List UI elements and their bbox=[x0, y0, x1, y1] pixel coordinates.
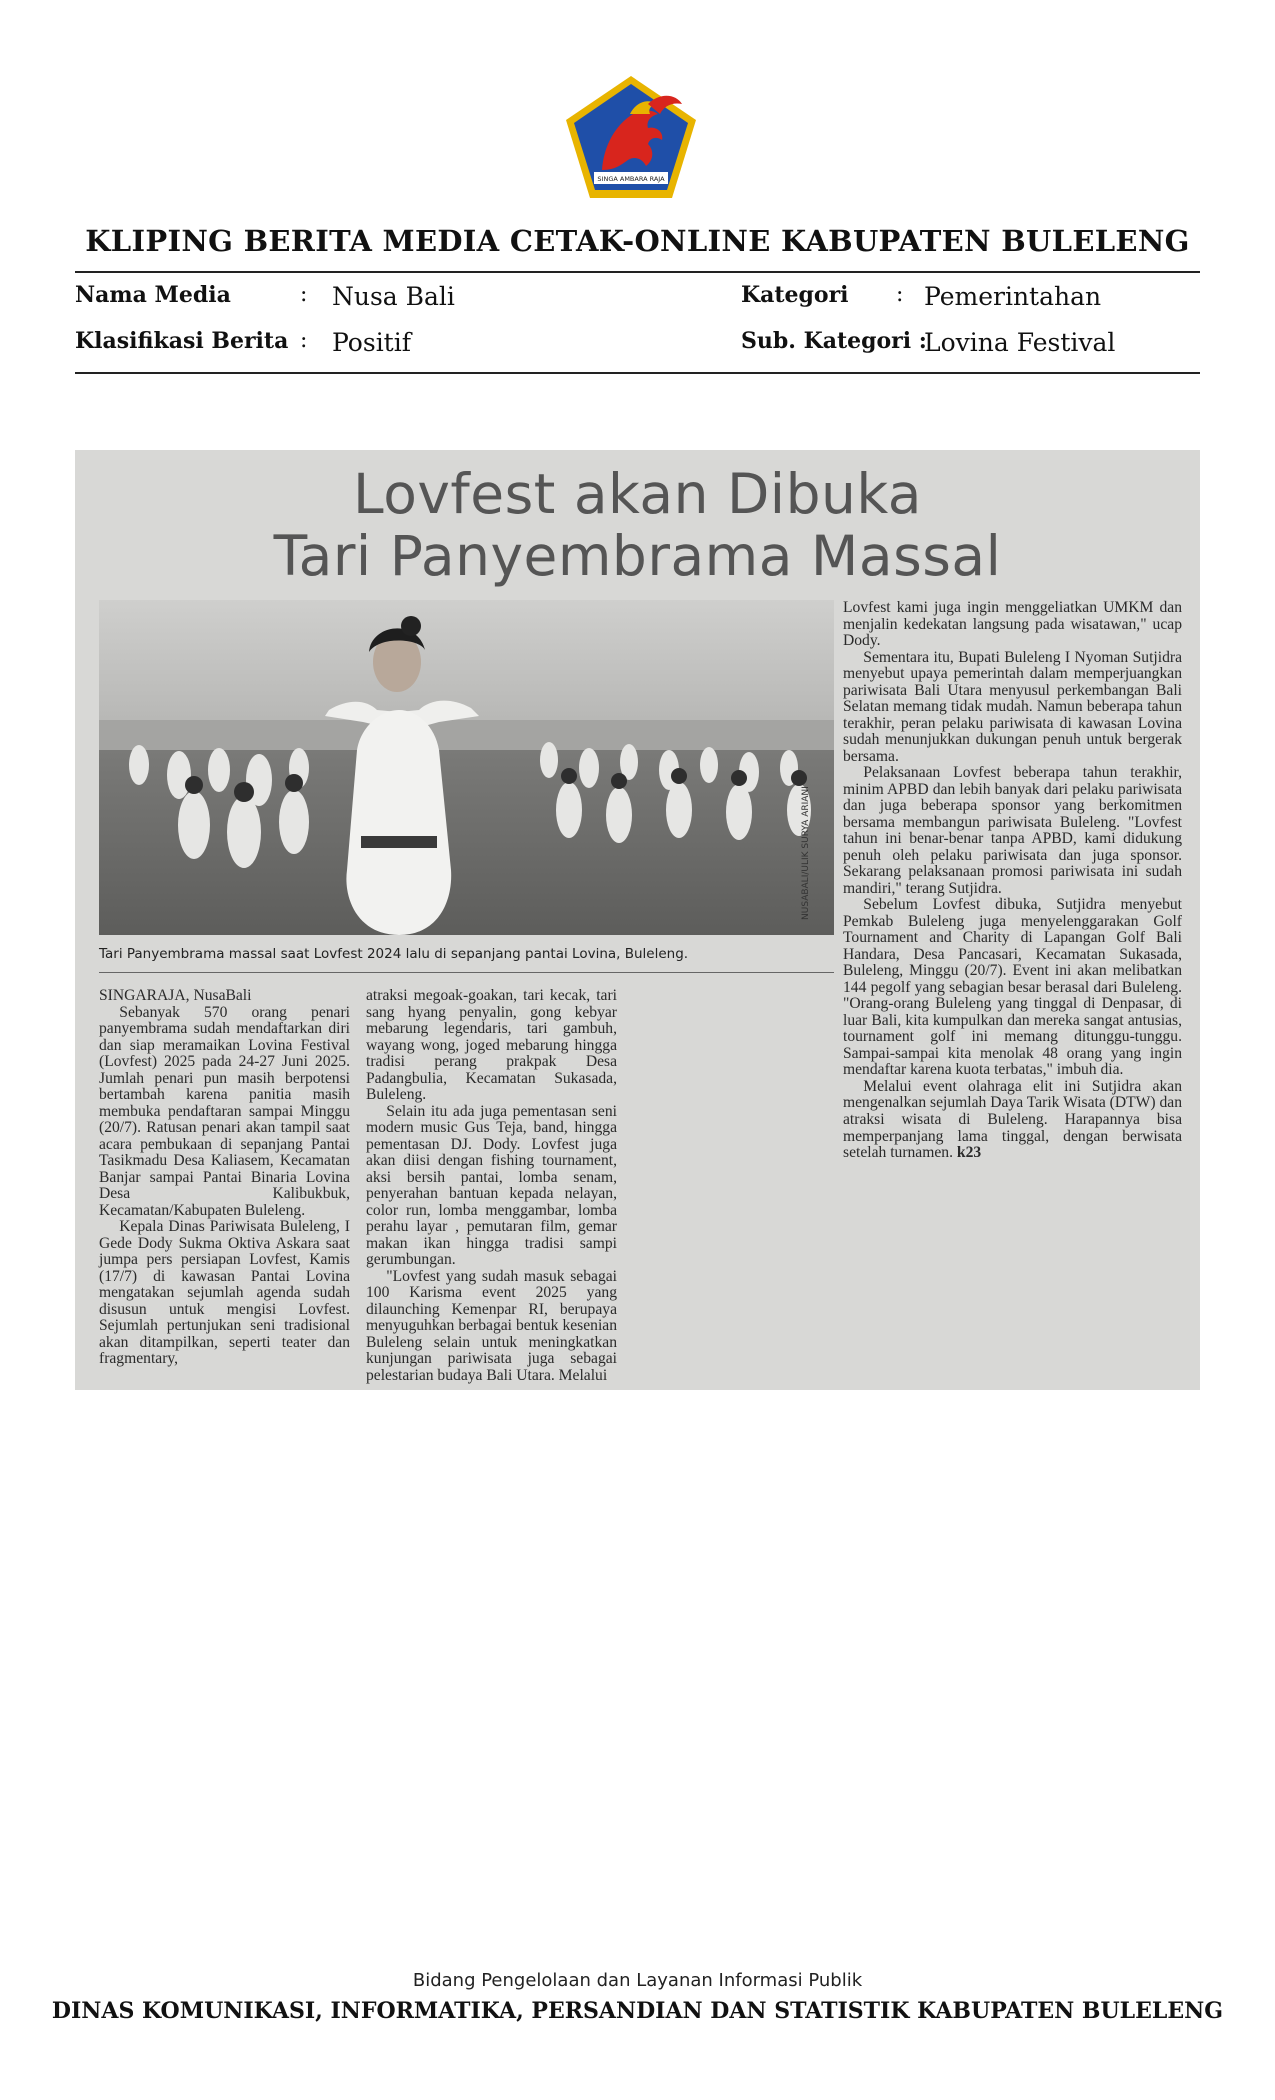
paragraph: Sementara itu, Bupati Buleleng I Nyoman Sutjidra menyebut upaya pemerintah dalam memperjuangkan pariwisata Bali Utara menyusul perkembangan Bali Selatan memang tidak mudah. Namun beberapa tahun terakhir, peran pelaku pariwisata di kawasan Lovina sudah menunjukkan dukungan penuh untuk bergerak bersama. bbox=[843, 648, 1182, 765]
logo-motto: SINGA AMBARA RAJA bbox=[597, 175, 665, 183]
paragraph-final bbox=[843, 1079, 1182, 1162]
footer-agency: DINAS KOMUNIKASI, INFORMATIKA, PERSANDIAN DAN STATISTIK KABUPATEN BULELENG bbox=[51, 1998, 1224, 2024]
paragraph: atraksi megoak-goakan, tari kecak, tari sang hyang penyalin, gong kebyar mebarung legendaris, tari gambuh, wayang wong, joged mebarung hingga tradisi perang prakpak Desa Padangbulia, Kecamatan Sukasada, Buleleng. bbox=[366, 987, 617, 1104]
paragraph: "Lovfest yang sudah masuk sebagai 100 Karisma event 2025 yang dilaunching Kemenpar RI, berupaya menyuguhkan berbagai bentuk kesenian Buleleng selain untuk meningkatkan kunjungan pariwisata juga sebagai pelestarian budaya Bali Utara. Melalui bbox=[366, 1267, 617, 1384]
headline-line-1: Lovfest akan Dibuka bbox=[353, 462, 922, 526]
paragraph: Selain itu ada juga pementasan seni modern music Gus Teja, band, hingga pementasan DJ. Dody. Lovfest juga akan diisi dengan fishing tournament, aksi bersih pantai, lomba senam, penyerahan bantuan kepada nelayan, color run, lomba menggambar, lomba perahu layar , pemutaran film, gemar makan ikan hingga tradisi sampi gerumbungan. bbox=[366, 1102, 617, 1269]
photo-credit: NUSABALI/ULIK SURYA ARIANI bbox=[801, 786, 811, 920]
caption-rule bbox=[99, 972, 834, 973]
paragraph: Lovfest kami juga ingin menggeliatkan UMKM dan menjalin kedekatan langsung pada wisatawan," ucap Dody. bbox=[843, 599, 1182, 650]
kategori-label: Kategori bbox=[741, 282, 849, 308]
top-divider bbox=[75, 271, 1200, 273]
kategori-value: Pemerintahan bbox=[924, 282, 1102, 311]
paragraph: Kepala Dinas Pariwisata Buleleng, I Gede Dody Sukma Oktiva Askara saat jumpa pers persiapan Lovfest, Kamis (17/7) di kawasan Pantai Lovina mengatakan sejumlah agenda sudah disusun untuk mengisi Lovfest. Sejumlah pertunjukan seni tradisional akan ditampilkan, seperti teater dan fragmentary, bbox=[99, 1218, 350, 1368]
media-value: Nusa Bali bbox=[332, 282, 455, 311]
klasifikasi-value: Positif bbox=[332, 328, 411, 357]
article-column-2 bbox=[366, 988, 617, 1384]
dateline: SINGARAJA, NusaBali bbox=[99, 987, 252, 1004]
headline-line-2: Tari Panyembrama Massal bbox=[273, 524, 1002, 588]
paragraph: Sebanyak 570 orang penari panyembrama sudah mendaftarkan diri dan siap meramaikan Lovina Festival (Lovfest) 2025 pada 24-27 Juni 2025. Jumlah penari pun masih berpotensi bertambah karena panitia masih membuka pendaftaran sampai Minggu (20/7). Ratusan penari akan tampil saat acara pembukaan di sepanjang Pantai Tasikmadu Desa Kaliasem, Kecamatan Banjar sampai Pantai Binaria Lovina Desa Kalibukbuk, Kecamatan/Kabupaten Buleleng. bbox=[99, 1003, 350, 1219]
photo-caption: Tari Panyembrama massal saat Lovfest 2024 lalu di sepanjang pantai Lovina, Buleleng. bbox=[99, 946, 689, 962]
article-column-1 bbox=[99, 988, 350, 1368]
sub-kategori-value: Lovina Festival bbox=[924, 328, 1116, 357]
paragraph: Sebelum Lovfest dibuka, Sutjidra menyebut Pemkab Buleleng juga menyelenggarakan Golf Tournament and Charity di Lapangan Golf Bali Handara, Desa Pancasari, Kecamatan Sukasada, Buleleng, Minggu (20/7). Event ini akan melibatkan 144 pegolf yang sebagian besar berasal dari Buleleng. "Orang-orang Buleleng yang tinggal di Denpasar, di luar Bali, kita kumpulkan dan mereka sangat antusias, tournament golf ini memang ditunggu-tunggu. Sampai-sampai kita menolak 48 orang yang ingin mendaftar karena kuota terbatas," imbuh dia. bbox=[843, 896, 1182, 1079]
page-title: KLIPING BERITA MEDIA CETAK-ONLINE KABUPATEN BULELENG bbox=[85, 224, 1190, 258]
bottom-divider bbox=[75, 372, 1200, 374]
paragraph-text: Melalui event olahraga elit ini Sutjidra akan mengenalkan sejumlah Daya Tarik Wisata (DTW) dan atraksi wisata di Buleleng. Harapannya bisa memperpanjang lama tinggal, dengan berwisata setelah turnamen. bbox=[843, 1077, 1182, 1162]
article-photo bbox=[99, 600, 834, 935]
sub-kategori-label: Sub. Kategori : bbox=[741, 328, 927, 354]
article-column-3 bbox=[843, 600, 1182, 1162]
author-signature: k23 bbox=[956, 1144, 982, 1162]
klasifikasi-label: Klasifikasi Berita bbox=[75, 328, 289, 354]
paragraph: Pelaksanaan Lovfest beberapa tahun terakhir, minim APBD dan lebih banyak dari pelaku pariwisata dan juga beberapa sponsor yang berkomitmen bersama membangun pariwisata Buleleng. "Lovfest tahun ini benar-benar tanpa APBD, kami didukung penuh oleh pelaku pariwisata dan juga sponsor. Sekarang pelaksanaan promosi pariwisata ini sudah mandiri," terang Sutjidra. bbox=[843, 764, 1182, 897]
newspaper-clipping bbox=[75, 450, 1200, 1390]
footer-division: Bidang Pengelolaan dan Layanan Informasi Publik bbox=[412, 1970, 863, 1991]
regency-logo bbox=[564, 74, 698, 200]
klasifikasi-colon: : bbox=[300, 328, 308, 353]
media-colon: : bbox=[300, 282, 308, 307]
kategori-colon: : bbox=[896, 282, 904, 307]
media-label: Nama Media bbox=[75, 282, 231, 308]
